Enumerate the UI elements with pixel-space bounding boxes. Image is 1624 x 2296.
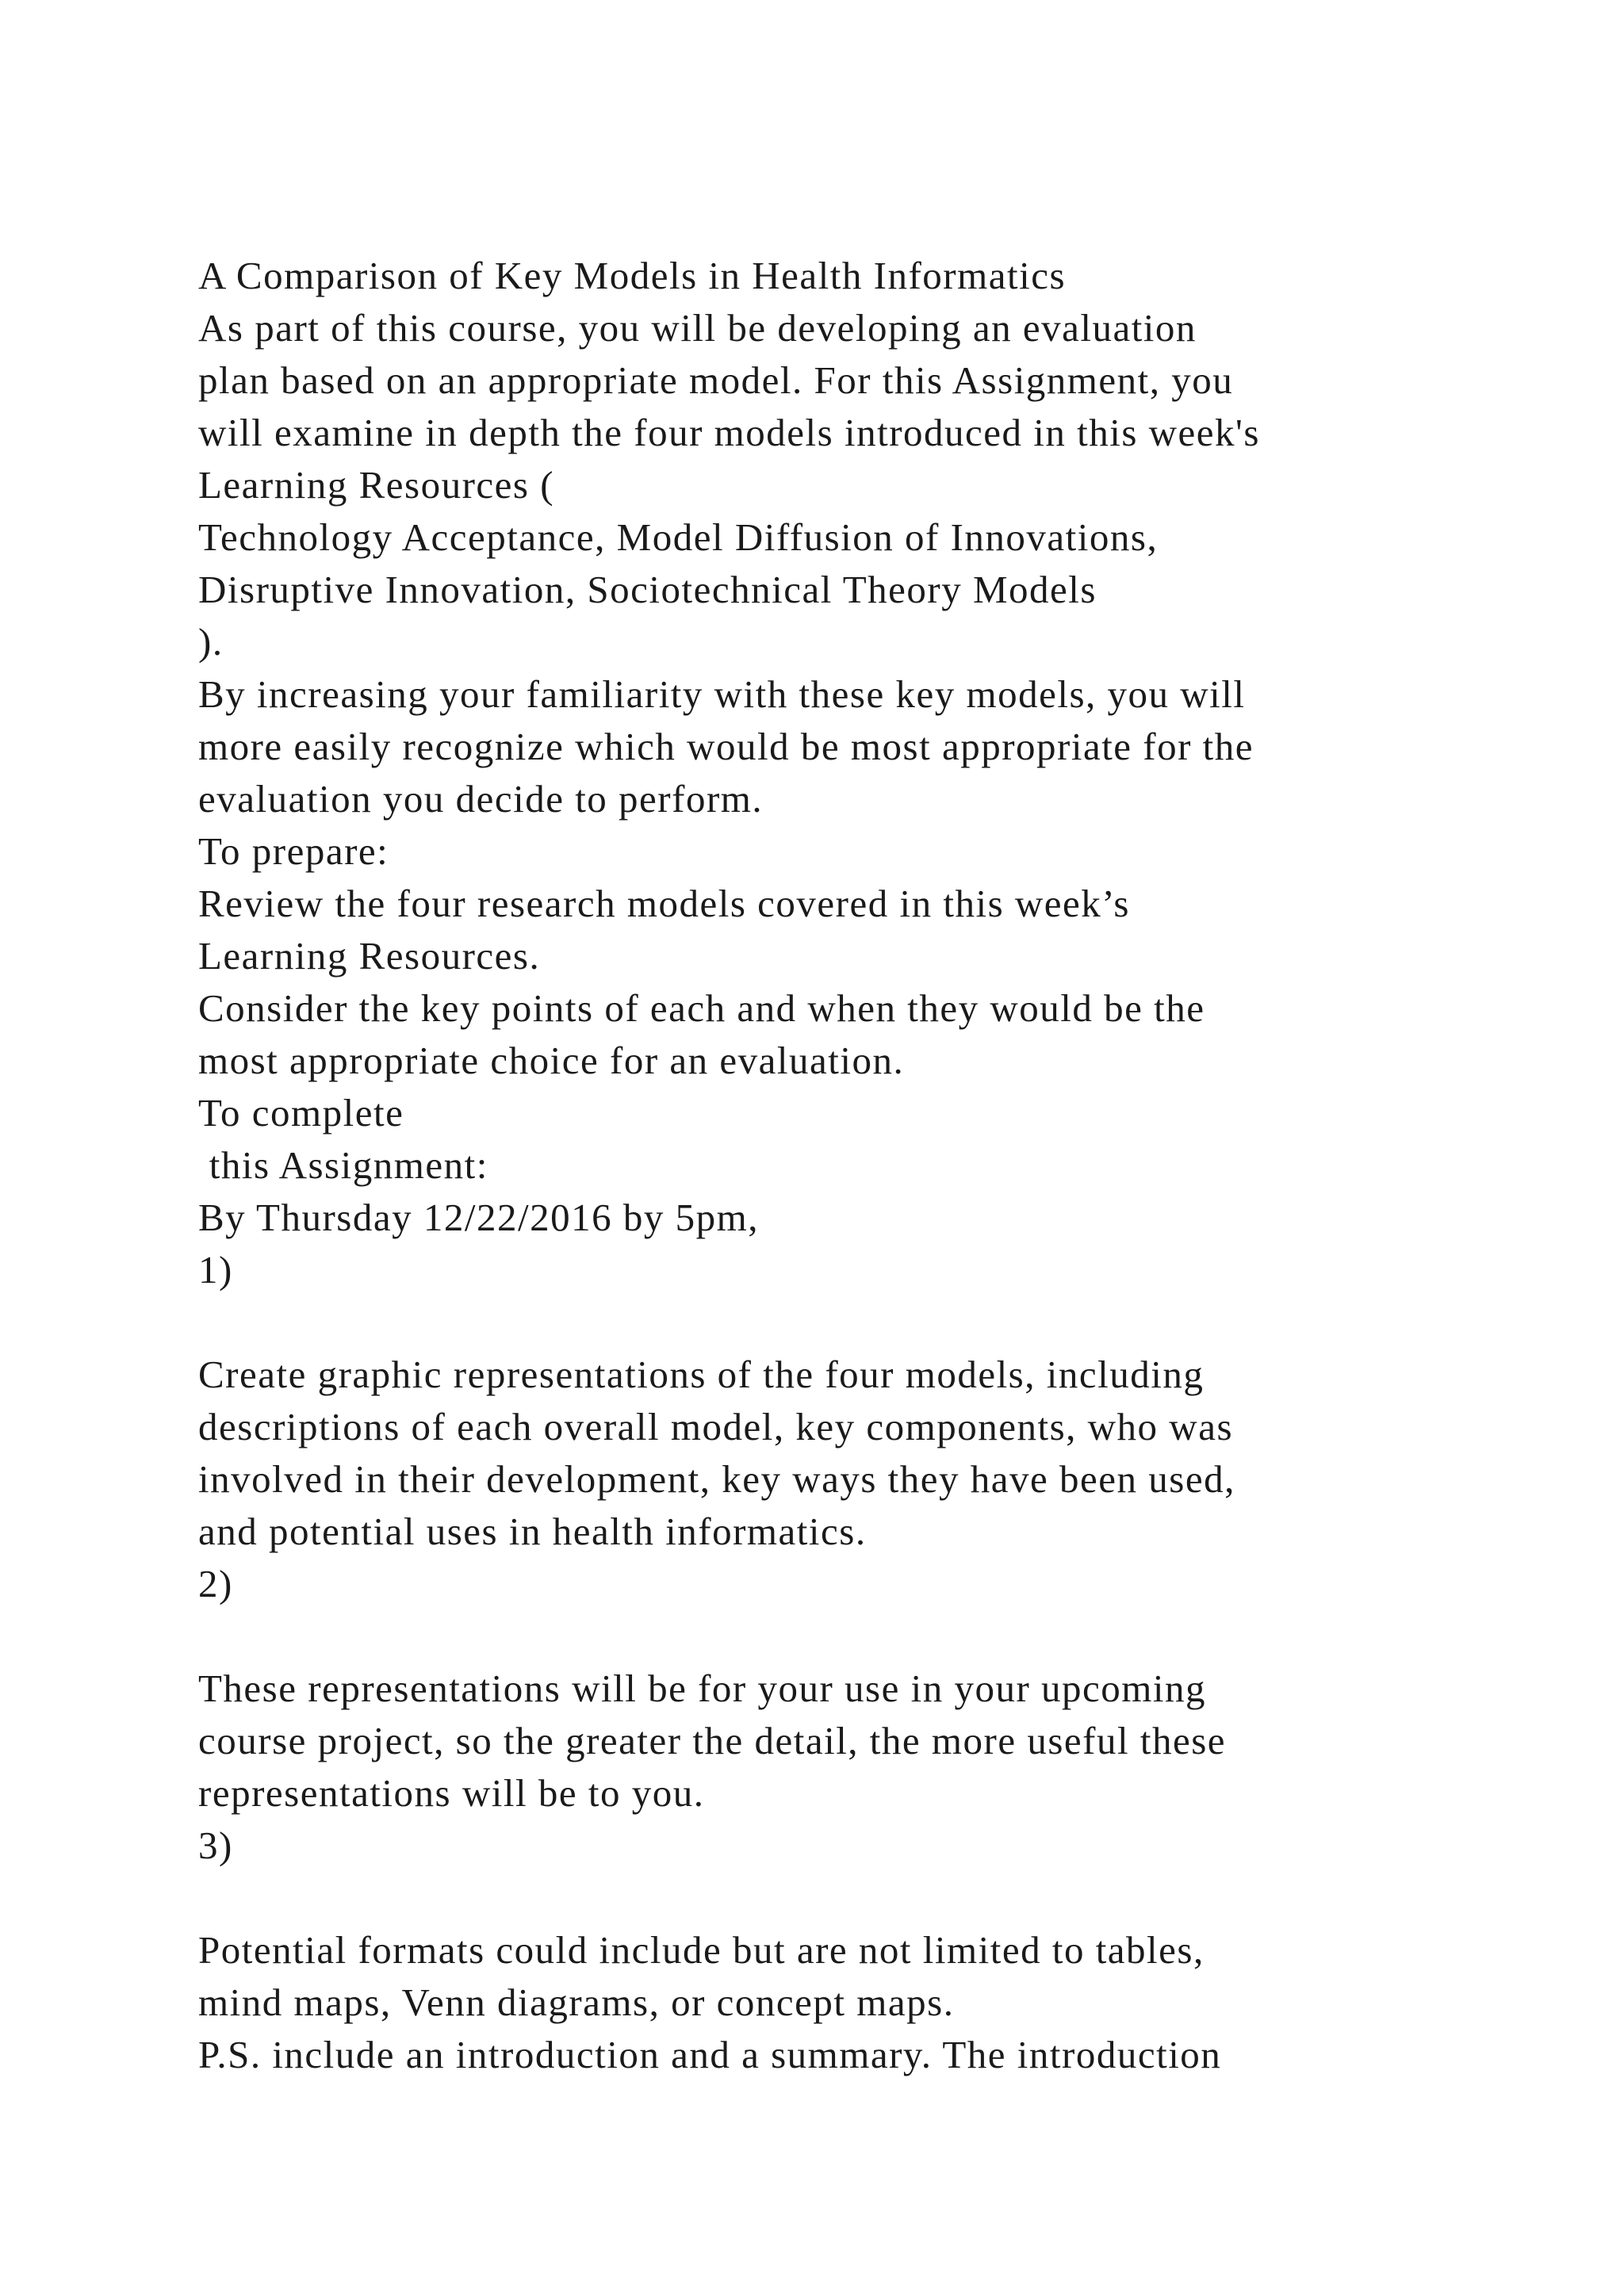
prepare-item-2-line-1: Consider the key points of each and when they would be the	[198, 986, 1205, 1030]
item-1-line-1: Create graphic representations of the four models, including	[198, 1353, 1205, 1396]
item-3-line-2: mind maps, Venn diagrams, or concept maps.	[198, 1980, 955, 2024]
to-complete-heading-1: To complete	[198, 1091, 404, 1135]
familiarity-line-3: evaluation you decide to perform.	[198, 777, 764, 821]
to-prepare-heading: To prepare:	[198, 829, 389, 873]
intro-line-3: will examine in depth the four models introduced in this week's	[198, 411, 1260, 454]
prepare-item-1-line-1: Review the four research models covered in this week’s	[198, 882, 1130, 925]
item-2-line-3: representations will be to you.	[198, 1771, 705, 1815]
prepare-item-1-line-2: Learning Resources.	[198, 934, 541, 978]
familiarity-line-1: By increasing your familiarity with these key models, you will	[198, 672, 1246, 716]
blank-line	[198, 1610, 1435, 1663]
models-line-2: Disruptive Innovation, Sociotechnical Theory Models	[198, 568, 1097, 611]
document-title: A Comparison of Key Models in Health Informatics	[198, 254, 1067, 297]
to-complete-heading-2: this Assignment:	[198, 1143, 488, 1187]
blank-line	[198, 1296, 1435, 1349]
item-2-line-1: These representations will be for your use in your upcoming	[198, 1667, 1207, 1710]
item-3-line-1: Potential formats could include but are not limited to tables,	[198, 1928, 1205, 1972]
intro-line-1: As part of this course, you will be developing an evaluation	[198, 306, 1197, 350]
due-date-line: By Thursday 12/22/2016 by 5pm,	[198, 1196, 759, 1239]
item-1-line-4: and potential uses in health informatics.	[198, 1510, 867, 1553]
document-body	[198, 250, 1435, 2081]
postscript-line: P.S. include an introduction and a summary. The introduction	[198, 2033, 1222, 2076]
models-line-1: Technology Acceptance, Model Diffusion of Innovations,	[198, 515, 1159, 559]
familiarity-line-2: more easily recognize which would be most appropriate for the	[198, 725, 1254, 768]
prepare-item-2-line-2: most appropriate choice for an evaluation.	[198, 1039, 905, 1082]
item-1-number: 1)	[198, 1248, 233, 1292]
item-3-number: 3)	[198, 1823, 233, 1867]
blank-line	[198, 1872, 1435, 1924]
intro-line-2: plan based on an appropriate model. For this Assignment, you	[198, 358, 1234, 402]
item-1-line-3: involved in their development, key ways they have been used,	[198, 1457, 1235, 1501]
item-2-line-2: course project, so the greater the detail, the more useful these	[198, 1719, 1227, 1762]
item-2-number: 2)	[198, 1562, 233, 1605]
models-line-close: ).	[198, 620, 224, 664]
item-1-line-2: descriptions of each overall model, key components, who was	[198, 1405, 1234, 1448]
intro-line-4: Learning Resources (	[198, 463, 555, 507]
